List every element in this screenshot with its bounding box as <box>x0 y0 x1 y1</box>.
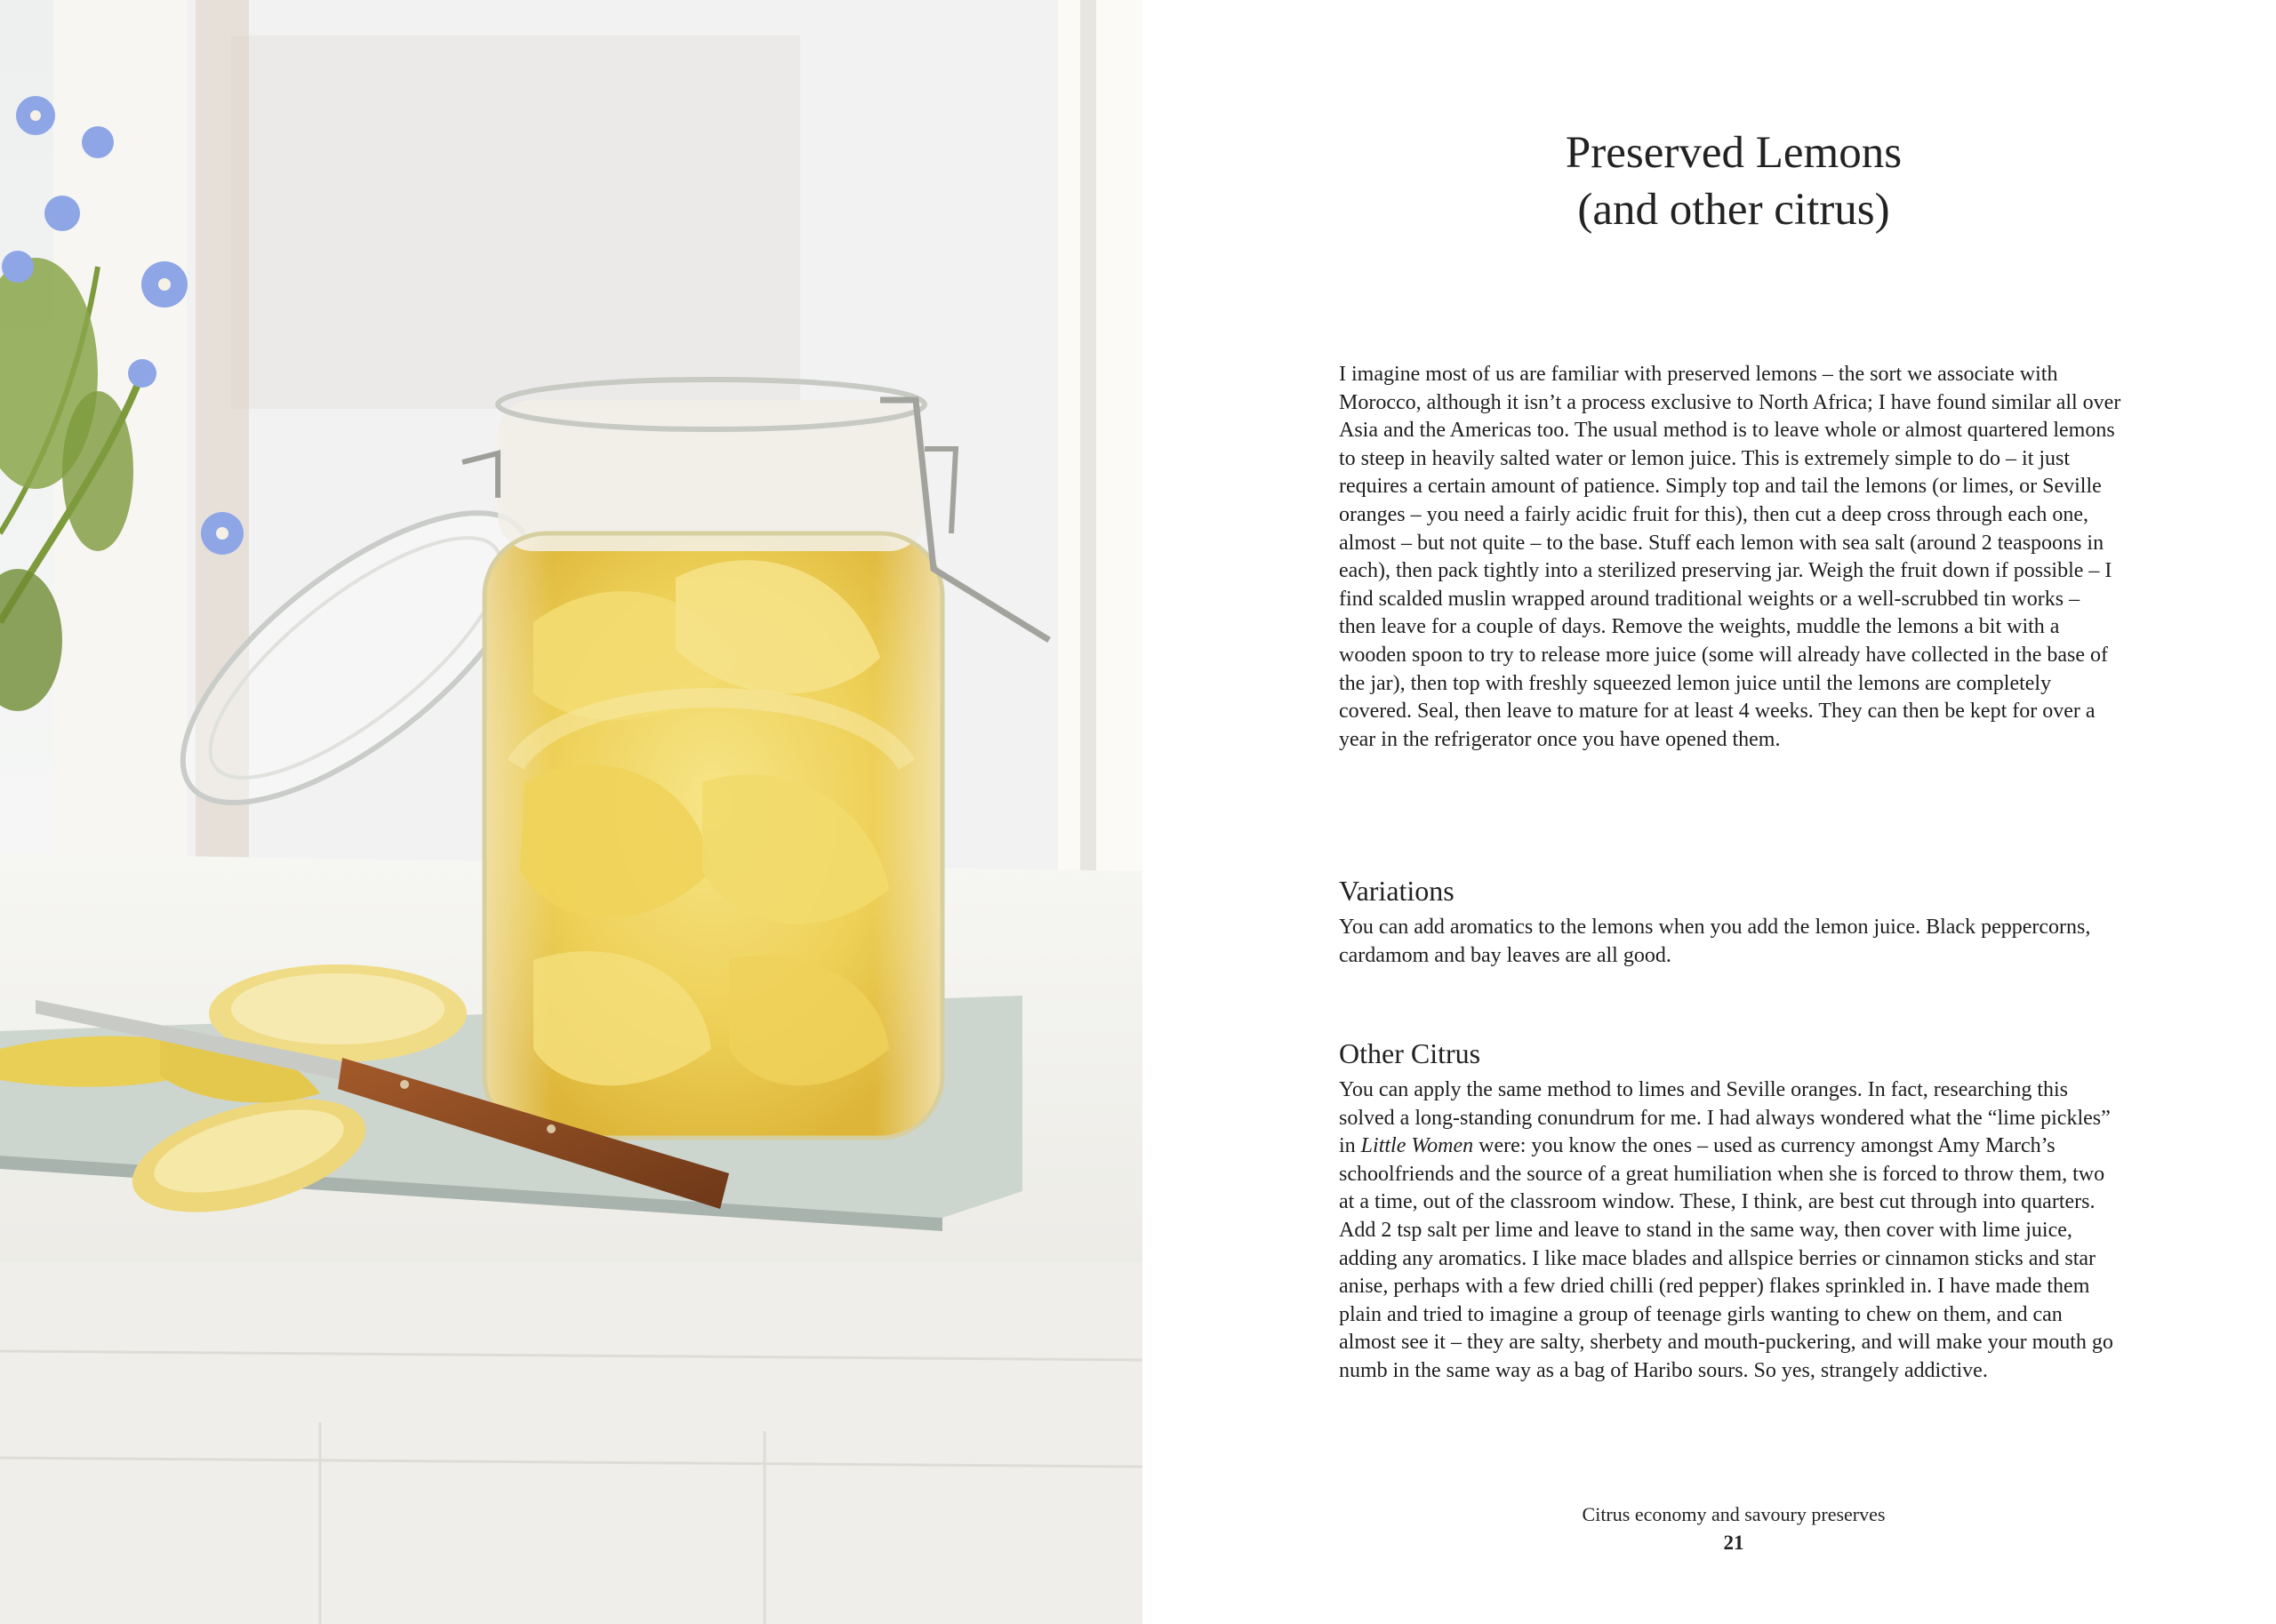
other-citrus-heading: Other Citrus <box>1339 1037 1481 1069</box>
variations-section <box>1339 873 2121 970</box>
running-footer: Citrus economy and savoury preserves <box>1582 1503 1886 1525</box>
text-page <box>1142 0 2276 1624</box>
other-citrus-text-before: You can apply the same method to limes and Seville oranges. In fact, researching this solved a long-standing conundrum for me. I had always wondered what the “lime pickles” in <box>1339 1078 2111 1158</box>
page-title <box>1276 124 2192 238</box>
book-title-little-women: Little Women <box>1360 1134 1474 1158</box>
intro-paragraph: I imagine most of us are familiar with preserved lemons – the sort we associate with Morocco, although it isn’t a process exclusive to North Africa; I have found similar all over Asia and the Americas too. The usual method is to leave whole or almost quartered lemons to steep in heavily salted water or lemon juice. This is extremely simple to do – it just requires a certain amount of patience. Simply top and tail the lemons (or limes, or Seville oranges – you need a fairly acidic fruit for this), then cut a deep cross through each one, almost – but not quite – to the base. Stuff each lemon with sea salt (around 2 teaspoons in each), then pack tightly into a sterilized preserving jar. Weigh the fruit down if possible – I find scalded muslin wrapped around traditional weights or a well-scrubbed tin works – then leave for a couple of days. Remove the weights, muddle the lemons a bit with a wooden spoon to try to release more juice (some will already have collected in the base of the jar), then top with freshly squeezed lemon juice until the lemons are completely covered. Seal, then leave to mature for at least 4 weeks. They can then be kept for over a year in the refrigerator once you have opened them. <box>1339 363 2121 751</box>
intro-section <box>1339 361 2121 754</box>
other-citrus-paragraph <box>1339 1076 2121 1386</box>
title-line-2: (and other citrus) <box>1577 185 1890 235</box>
other-citrus-text-after: were: you know the ones – used as currency amongst Amy March’s schoolfriends and the source of a great humiliation when she is forced to throw them, two at a time, out of the classroom window. These, I think, are best cut through into quarters. Add 2 tsp salt per lime and leave to stand in the same way, then cover with lime juice, adding any aromatics. I like mace blades and allspice berries or cinnamon sticks and star anise, perhaps with a few dried chilli (red pepper) flakes sprinkled in. I have made them plain and tried to imagine a group of teenage girls wanting to chew on them, and can almost see it – they are salty, sherbety and mouth-puckering, and will make your mouth go numb in the same way as a bag of Haribo sours. So yes, strangely addictive. <box>1339 1134 2113 1382</box>
variations-paragraph: You can add aromatics to the lemons when you add the lemon juice. Black peppercorns, cardamom and bay leaves are all good. <box>1339 916 2091 967</box>
variations-heading: Variations <box>1339 875 1455 907</box>
title-line-1: Preserved Lemons <box>1565 128 1903 178</box>
other-citrus-section <box>1339 1036 2121 1386</box>
page-number: 21 <box>1723 1532 1744 1554</box>
